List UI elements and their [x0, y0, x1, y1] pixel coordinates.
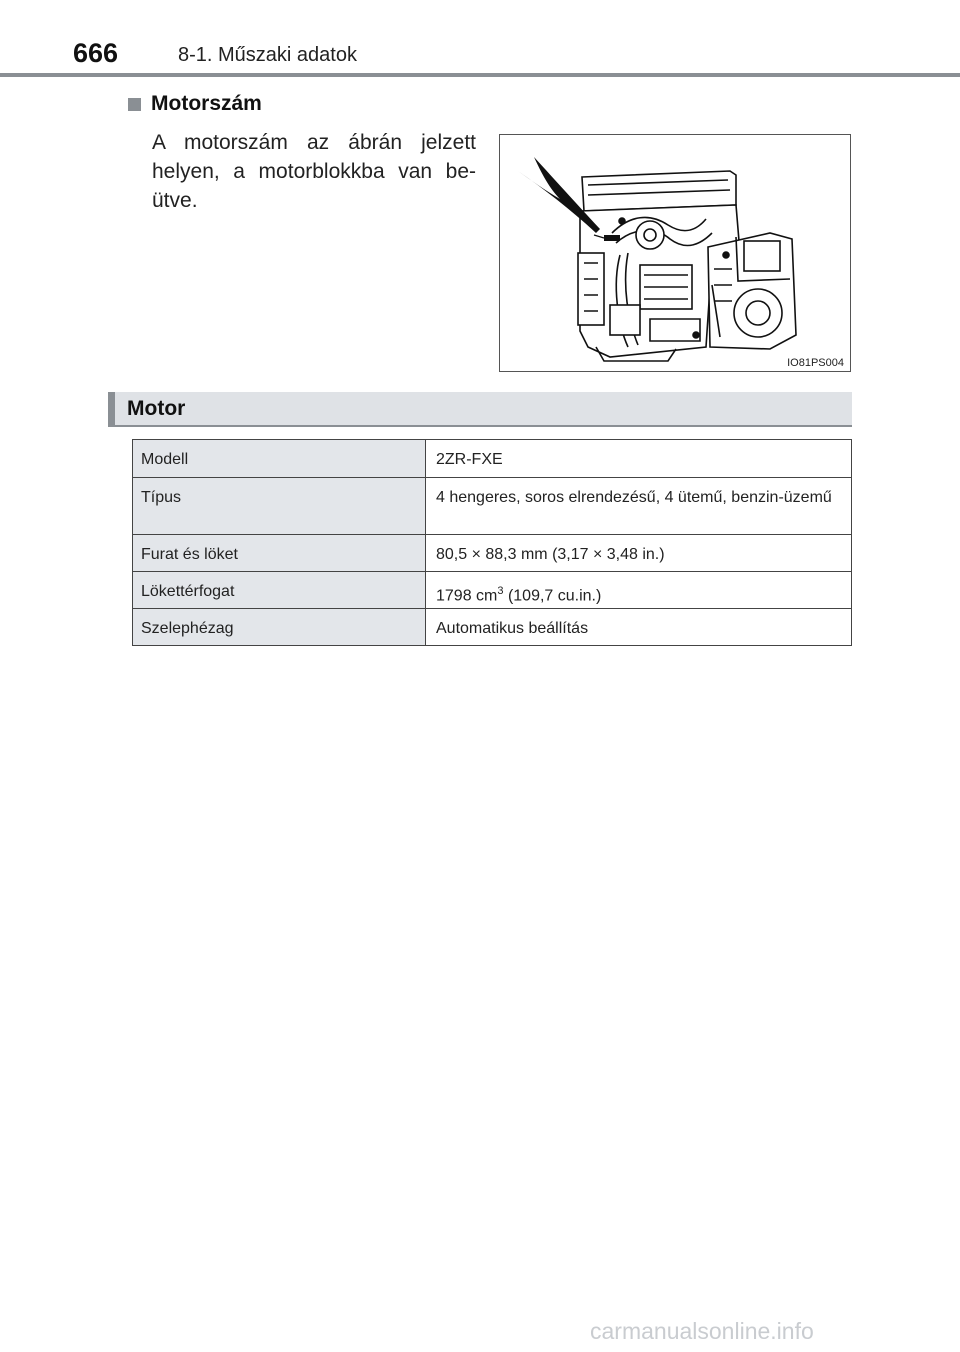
spec-value-suffix: (109,7 cu.in.)	[503, 587, 602, 605]
engine-number-heading	[128, 92, 262, 116]
figure-code: IO81PS004	[787, 357, 844, 369]
engine-illustration	[499, 134, 851, 372]
spec-value: Automatikus beállítás	[426, 609, 852, 646]
spec-value	[426, 572, 852, 609]
spec-value: 80,5 × 88,3 mm (3,17 × 3,48 in.)	[426, 535, 852, 572]
engine-number-heading-text: Motorszám	[151, 92, 262, 115]
spec-key: Modell	[133, 440, 426, 478]
spec-key: Szelephézag	[133, 609, 426, 646]
table-row	[133, 572, 852, 609]
spec-value: 4 hengeres, soros elrendezésű, 4 ütemű, benzin-üzemű	[426, 478, 852, 535]
table-row	[133, 478, 852, 535]
spec-key: Furat és löket	[133, 535, 426, 572]
motor-section-bar	[108, 392, 852, 426]
table-row	[133, 440, 852, 478]
square-bullet-icon	[128, 98, 141, 111]
spec-key: Lökettérfogat	[133, 572, 426, 609]
header-rule	[0, 73, 960, 77]
spec-key: Típus	[133, 478, 426, 535]
table-row	[133, 535, 852, 572]
watermark: carmanualsonline.info	[590, 1318, 814, 1344]
page-header	[0, 0, 960, 78]
motor-section-title: Motor	[127, 397, 186, 420]
spec-value: 2ZR-FXE	[426, 440, 852, 478]
section-title: 8-1. Műszaki adatok	[178, 44, 357, 66]
engine-drawing	[500, 135, 850, 371]
table-row	[133, 609, 852, 646]
engine-number-text: A motorszám az ábrán jelzett helyen, a motorblokkba van be-ütve.	[152, 131, 476, 212]
page-number: 666	[73, 38, 119, 68]
spec-value-superscript: 3	[497, 585, 504, 597]
engine-spec-table	[132, 439, 852, 646]
motor-section-rule	[108, 425, 852, 427]
spec-value-prefix: 1798 cm	[436, 587, 498, 605]
